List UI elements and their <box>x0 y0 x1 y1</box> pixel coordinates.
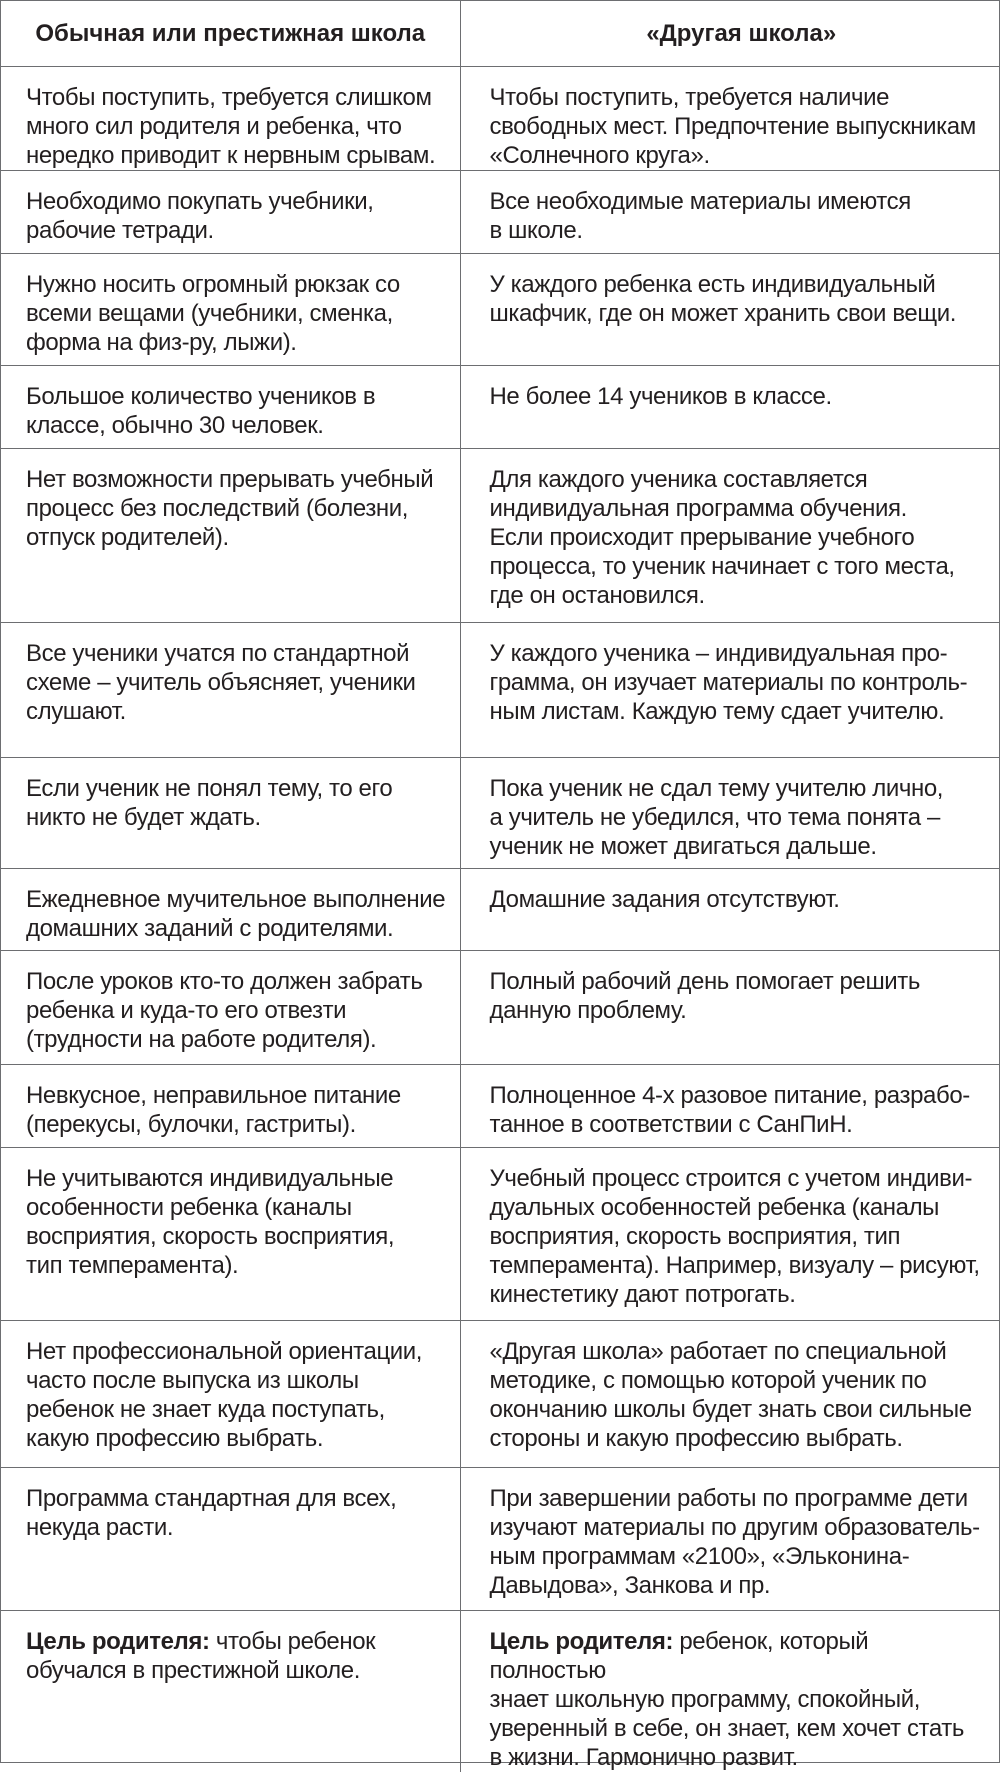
regular-school-cell <box>1 66 460 170</box>
table-row <box>1 448 999 622</box>
table-header-row <box>1 1 999 66</box>
cell-text: Все ученики учатся по стандартной схеме – учитель объясняет, ученики слушают. <box>26 639 416 725</box>
table-row <box>1 365 999 448</box>
regular-school-cell <box>1 950 460 1064</box>
table-row <box>1 1320 999 1467</box>
cell-text: Домашние задания отсутствуют. <box>489 885 840 913</box>
regular-school-cell <box>1 365 460 448</box>
table-row <box>1 1064 999 1147</box>
table-row <box>1 757 999 868</box>
header-other-school: «Другая школа» <box>460 1 999 66</box>
header-regular-school: Обычная или престижная школа <box>1 1 460 66</box>
cell-text: Большое количество учеников в классе, обычно 30 человек. <box>26 382 376 439</box>
cell-text: Если ученик не понял тему, то его никто не будет ждать. <box>26 774 393 831</box>
other-school-cell <box>460 66 999 170</box>
regular-school-goal-cell <box>1 1610 460 1772</box>
other-school-cell <box>460 757 999 868</box>
regular-school-cell <box>1 448 460 622</box>
cell-text: Нет возможности прерывать учебный процесс без последствий (болезни, отпуск родителей). <box>26 465 434 551</box>
cell-text: Полный рабочий день помогает решить данную проблему. <box>489 967 921 1024</box>
goal-description: ребенок, который полностью знает школьную программу, спокойный, уверенный в себе, он знает, кем хочет стать в жизни. Гармонично развит. <box>489 1627 964 1771</box>
cell-text: Для каждого ученика составляется индивидуальная программа обучения. Если происходит прерывание учебного процесса, то ученик начинает с того места, где он остановился. <box>489 465 955 609</box>
cell-text: Необходимо покупать учебники, рабочие тетради. <box>26 187 374 244</box>
other-school-cell <box>460 170 999 253</box>
cell-text: Чтобы поступить, требуется наличие свободных мест. Предпочтение выпускникам «Солнечного круга». <box>489 83 976 169</box>
regular-school-cell <box>1 1064 460 1147</box>
other-school-cell <box>460 1064 999 1147</box>
cell-text: Не учитываются индивидуальные особенности ребенка (каналы восприятия, скорость восприятия, тип темперамента). <box>26 1164 395 1279</box>
regular-school-cell <box>1 253 460 365</box>
regular-school-cell <box>1 1467 460 1610</box>
table-row <box>1 950 999 1064</box>
goal-description: чтобы ребенок обучался в престижной школе. <box>26 1627 376 1684</box>
cell-text: При завершении работы по программе дети изучают материалы по другим образователь- ным программам «2100», «Эльконина- Давыдова», Занкова и пр. <box>489 1484 980 1599</box>
cell-text: Все необходимые материалы имеются в школе. <box>489 187 911 244</box>
other-school-cell <box>460 868 999 950</box>
cell-text: «Другая школа» работает по специальной методике, с помощью которой ученик по окончанию школы будет знать свои сильные стороны и какую профессию выбрать. <box>489 1337 972 1452</box>
table-row <box>1 170 999 253</box>
cell-text: Невкусное, неправильное питание (перекусы, булочки, гастриты). <box>26 1081 401 1138</box>
cell-text: Не более 14 учеников в классе. <box>489 382 832 410</box>
regular-school-cell <box>1 868 460 950</box>
regular-school-cell <box>1 170 460 253</box>
table-row <box>1 1147 999 1320</box>
table-row <box>1 622 999 757</box>
regular-school-cell <box>1 1147 460 1320</box>
goal-label: Цель родителя: <box>26 1627 210 1655</box>
table-row <box>1 868 999 950</box>
regular-school-cell <box>1 757 460 868</box>
cell-text: У каждого ученика – индивидуальная про- грамма, он изучает материалы по контроль- ным листам. Каждую тему сдает учителю. <box>489 639 968 725</box>
cell-text: Пока ученик не сдал тему учителю лично, а учитель не убедился, что тема понята – ученик не может двигаться дальше. <box>489 774 944 860</box>
other-school-cell <box>460 1320 999 1467</box>
cell-text: Нет профессиональной ориентации, часто после выпуска из школы ребенок не знает куда поступать, какую профессию выбрать. <box>26 1337 423 1452</box>
table-row <box>1 1467 999 1610</box>
cell-text: Чтобы поступить, требуется слишком много сил родителя и ребенка, что нередко приводит к нервным срывам. <box>26 83 436 169</box>
other-school-cell <box>460 365 999 448</box>
cell-text: Полноценное 4-х разовое питание, разрабо- танное в соответствии с СанПиН. <box>489 1081 970 1138</box>
goal-label: Цель родителя: <box>489 1627 674 1655</box>
other-school-cell <box>460 253 999 365</box>
other-school-cell <box>460 622 999 757</box>
other-school-cell <box>460 448 999 622</box>
regular-school-cell <box>1 622 460 757</box>
cell-text: Ежедневное мучительное выполнение домашних заданий с родителями. <box>26 885 446 942</box>
table-row <box>1 66 999 170</box>
cell-text: Нужно носить огромный рюкзак со всеми вещами (учебники, сменка, форма на физ-ру, лыжи). <box>26 270 400 356</box>
table-row <box>1 253 999 365</box>
other-school-cell <box>460 1467 999 1610</box>
comparison-table <box>1 1 999 1772</box>
cell-text: После уроков кто-то должен забрать ребенка и куда-то его отвезти (трудности на работе родителя). <box>26 967 423 1053</box>
cell-text: Учебный процесс строится с учетом индиви- дуальных особенностей ребенка (каналы восприятия, скорость восприятия, тип темперамента). Например, визуалу – рисуют, кинестетику дают потрогать. <box>489 1164 980 1308</box>
other-school-goal-cell <box>460 1610 999 1772</box>
goal-row <box>1 1610 999 1772</box>
cell-text: Программа стандартная для всех, некуда расти. <box>26 1484 397 1541</box>
regular-school-cell <box>1 1320 460 1467</box>
goal-text <box>490 1627 990 1772</box>
other-school-cell <box>460 950 999 1064</box>
cell-text: У каждого ребенка есть индивидуальный шкафчик, где он может хранить свои вещи. <box>489 270 956 327</box>
other-school-cell <box>460 1147 999 1320</box>
goal-text <box>26 1627 450 1685</box>
